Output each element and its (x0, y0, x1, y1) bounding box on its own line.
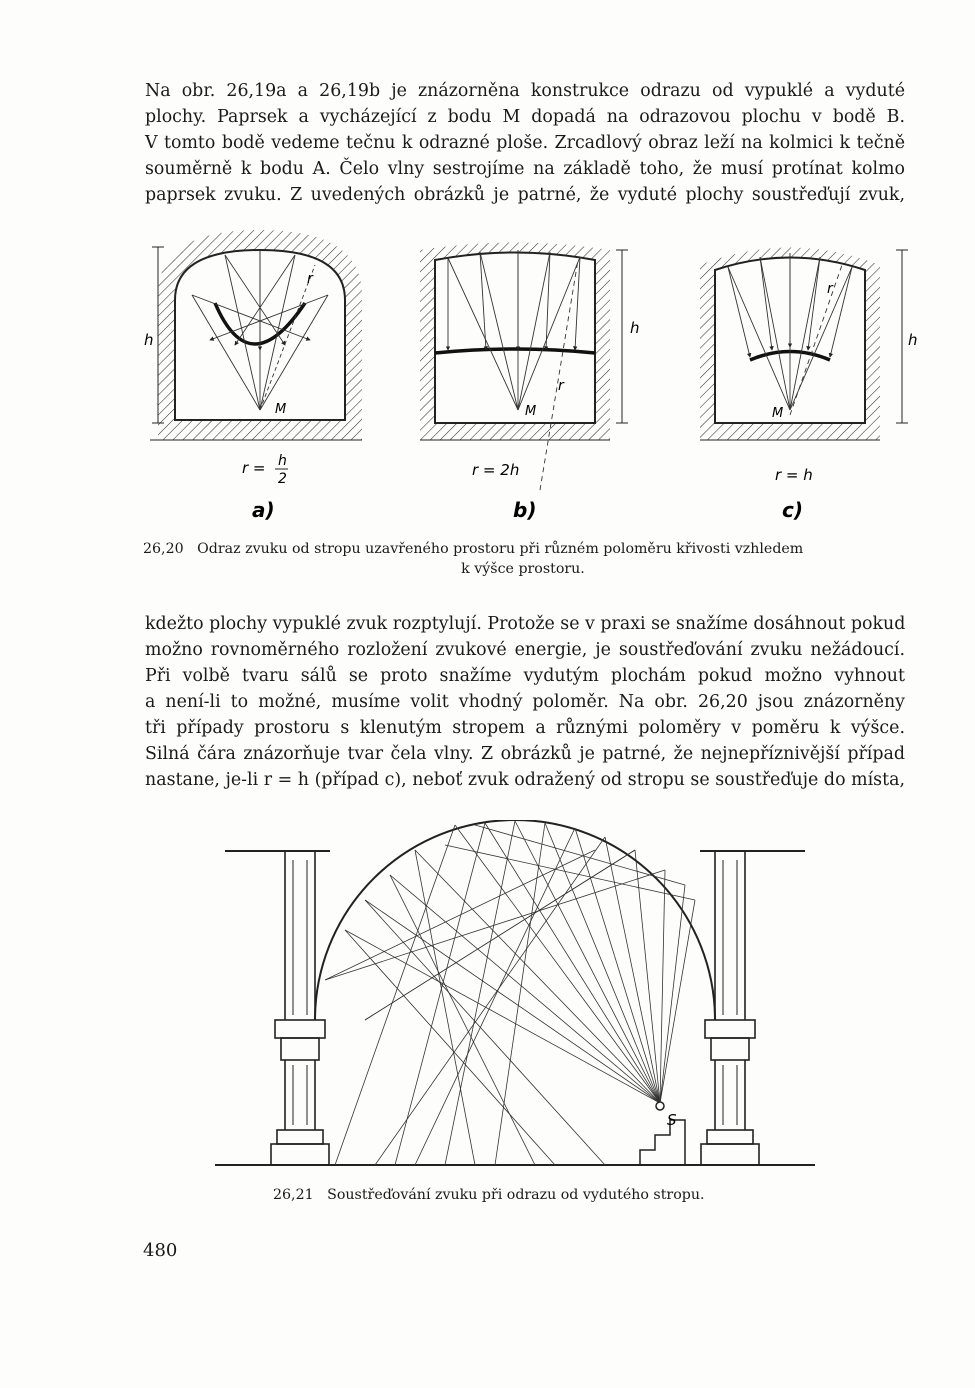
paragraph-2 (145, 611, 905, 793)
figure-26-20-caption-line1: Odraz zvuku od stropu uzavřeného prostoru při různém poloměru křivosti vzhledem (197, 541, 804, 557)
panel-a-letter: a) (252, 498, 275, 522)
paragraph-2-line: možno rovnoměrného rozložení zvukové energie, je soustřeďování zvuku nežádoucí. (145, 640, 905, 660)
paragraph-1-line: souměrně k bodu A. Čelo vlny sestrojíme na základě toho, že musí protínat kolmo (145, 159, 905, 179)
paragraph-1 (145, 78, 905, 208)
figure-26-20-caption-number: 26,20 (143, 541, 184, 557)
figure-26-20 (130, 225, 930, 525)
left-column (271, 851, 329, 1165)
figure-26-21-caption-number: 26,21 (273, 1187, 314, 1203)
panel-a-radius-label: r (307, 271, 313, 287)
paragraph-2-line: nastane, je-li r = h (případ c), neboť zvuk odražený od stropu se soustřeďuje do místa, (145, 770, 905, 790)
right-column (701, 851, 759, 1165)
paragraph-2-line: a není-li to možné, musíme volit vhodný poloměr. Na obr. 26,20 jsou znázorněny (145, 692, 905, 712)
paragraph-2-line: tři případy prostoru s klenutým stropem a různými poloměry v poměru k výšce. (145, 718, 905, 738)
panel-c-drawing (700, 248, 908, 441)
panel-c-letter: c) (782, 498, 803, 522)
paragraph-1-line: Na obr. 26,19a a 26,19b je znázorněna konstrukce odrazu od vypuklé a vyduté (145, 81, 905, 101)
panel-a-drawing (150, 230, 362, 440)
panel-c-formula: r = h (775, 466, 813, 484)
paragraph-1-line: plochy. Paprsek a vycházející z bodu M dopadá na odrazovou plochu v bodě B. (145, 107, 905, 127)
paragraph-1-line: V tomto bodě vedeme tečnu k odrazné ploše. Zrcadlový obraz leží na kolmici k tečně (145, 133, 905, 153)
panel-a-formula-denominator: 2 (278, 471, 287, 487)
panel-b-formula: r = 2h (472, 461, 520, 479)
panel-b-radius-label: r (558, 378, 564, 394)
figure-26-21-caption-text: Soustřeďování zvuku při odrazu od vydutého stropu. (327, 1187, 705, 1203)
panel-b-point-label: M (525, 404, 537, 419)
panel-c-height-label: h (908, 331, 918, 349)
figure-26-21-caption (273, 1186, 873, 1205)
figure-26-20-caption-continued (143, 560, 903, 579)
figure-26-20-drawing (130, 225, 930, 525)
paragraph-2-line: kdežto plochy vypuklé zvuk rozptylují. Protože se v praxi se snažíme dosáhnout pokud (145, 614, 906, 634)
stage-steps (640, 1120, 685, 1165)
paragraph-2-line: Silná čára znázorňuje tvar čela vlny. Z obrázků je patrné, že nejnepříznivější případ (145, 744, 905, 764)
figure-26-21 (215, 820, 815, 1170)
paragraph-2-line: Při volbě tvaru sálů se proto snažíme vydutým plochám pokud možno vyhnout (145, 666, 905, 686)
panel-a-point-label: M (275, 402, 287, 417)
figure-26-21-drawing (215, 820, 815, 1170)
sound-source-marker (656, 1102, 664, 1110)
panel-b-letter: b) (513, 498, 537, 522)
figure-26-20-caption (143, 540, 903, 559)
page-number: 480 (143, 1240, 178, 1261)
source-label: S (667, 1111, 677, 1129)
panel-a-formula-left: r = (242, 459, 266, 477)
vaulted-ceiling (315, 820, 715, 1020)
panel-c-point-label: M (772, 406, 784, 421)
panel-c-radius-label: r (827, 281, 833, 297)
figure-26-20-caption-line2: k výšce prostoru. (461, 561, 585, 577)
panel-a-height-label: h (144, 331, 154, 349)
panel-a-formula-numerator: h (278, 453, 287, 469)
panel-b-height-label: h (630, 319, 640, 337)
paragraph-1-line: paprsek zvuku. Z uvedených obrázků je patrné, že vyduté plochy soustřeďují zvuk, (145, 185, 905, 205)
panel-b-drawing (420, 243, 628, 491)
